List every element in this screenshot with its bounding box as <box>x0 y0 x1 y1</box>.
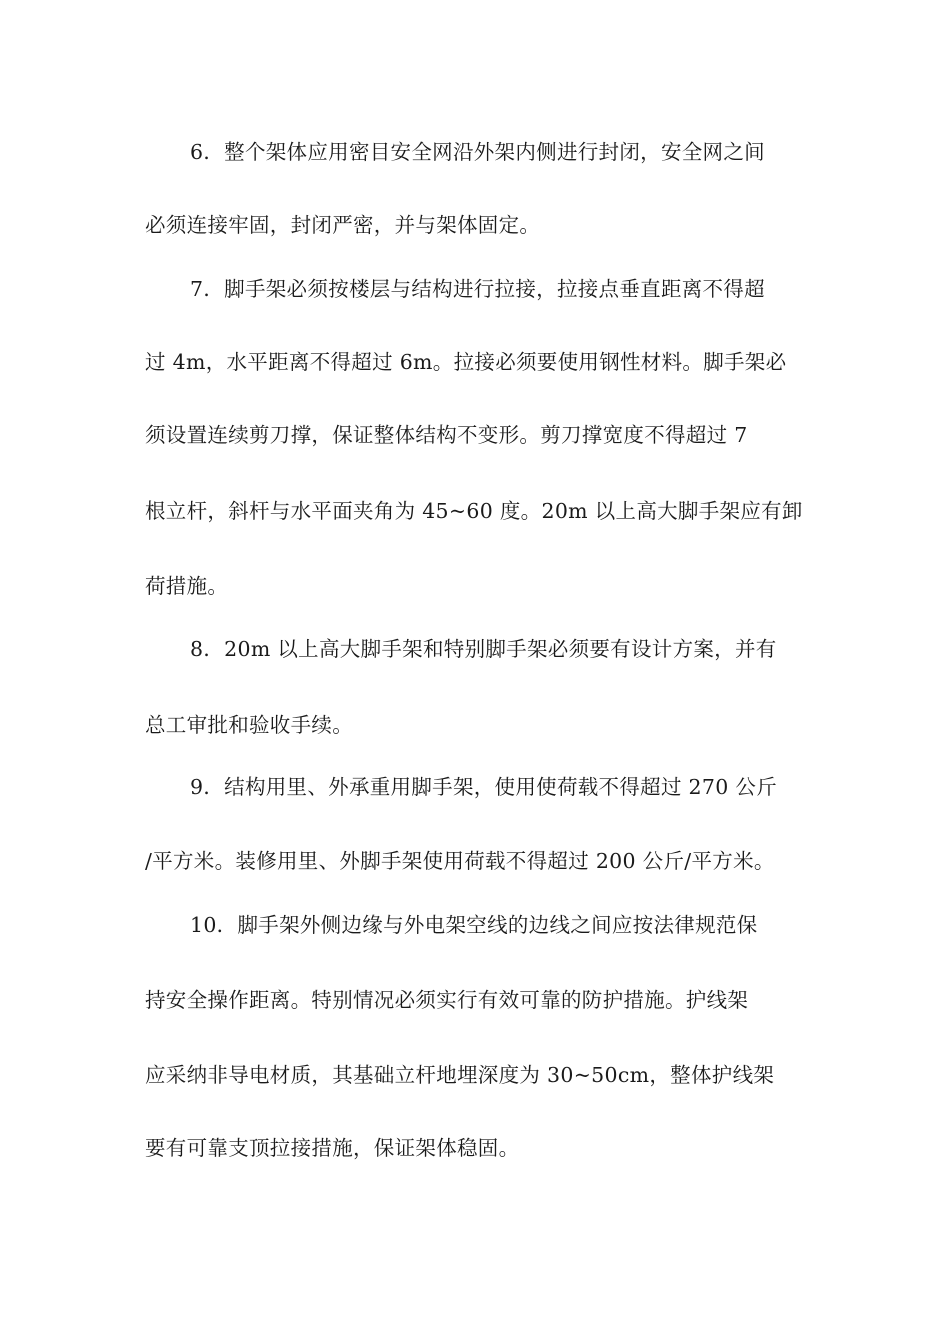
paragraph-7-line-2: 过 4m，水平距离不得超过 6m。拉接必须要使用钢性材料。脚手架必 <box>145 350 787 374</box>
paragraph-6-line-2: 必须连接牢固，封闭严密，并与架体固定。 <box>145 213 541 237</box>
paragraph-10-line-4: 要有可靠支顶拉接措施，保证架体稳固。 <box>145 1136 520 1160</box>
paragraph-10-line-1: 10．脚手架外侧边缘与外电架空线的边线之间应按法律规范保 <box>190 913 758 937</box>
paragraph-7-line-4: 根立杆，斜杆与水平面夹角为 45~60 度。20m 以上高大脚手架应有卸 <box>145 499 803 523</box>
paragraph-10-line-2: 持安全操作距离。特别情况必须实行有效可靠的防护措施。护线架 <box>145 988 749 1012</box>
paragraph-6-line-1: 6．整个架体应用密目安全网沿外架内侧进行封闭，安全网之间 <box>190 140 765 164</box>
paragraph-8-line-1: 8．20m 以上高大脚手架和特别脚手架必须要有设计方案，并有 <box>190 637 777 661</box>
paragraph-7-line-5: 荷措施。 <box>145 574 229 598</box>
paragraph-10-line-3: 应采纳非导电材质，其基础立杆地埋深度为 30~50cm，整体护线架 <box>145 1063 775 1087</box>
paragraph-9-line-2: /平方米。装修用里、外脚手架使用荷载不得超过 200 公斤/平方米。 <box>145 849 775 873</box>
paragraph-8-line-2: 总工审批和验收手续。 <box>145 713 353 737</box>
paragraph-7-line-3: 须设置连续剪刀撑，保证整体结构不变形。剪刀撑宽度不得超过 7 <box>145 423 748 447</box>
paragraph-7-line-1: 7．脚手架必须按楼层与结构进行拉接，拉接点垂直距离不得超 <box>190 277 765 301</box>
paragraph-9-line-1: 9．结构用里、外承重用脚手架，使用使荷载不得超过 270 公斤 <box>190 775 778 799</box>
